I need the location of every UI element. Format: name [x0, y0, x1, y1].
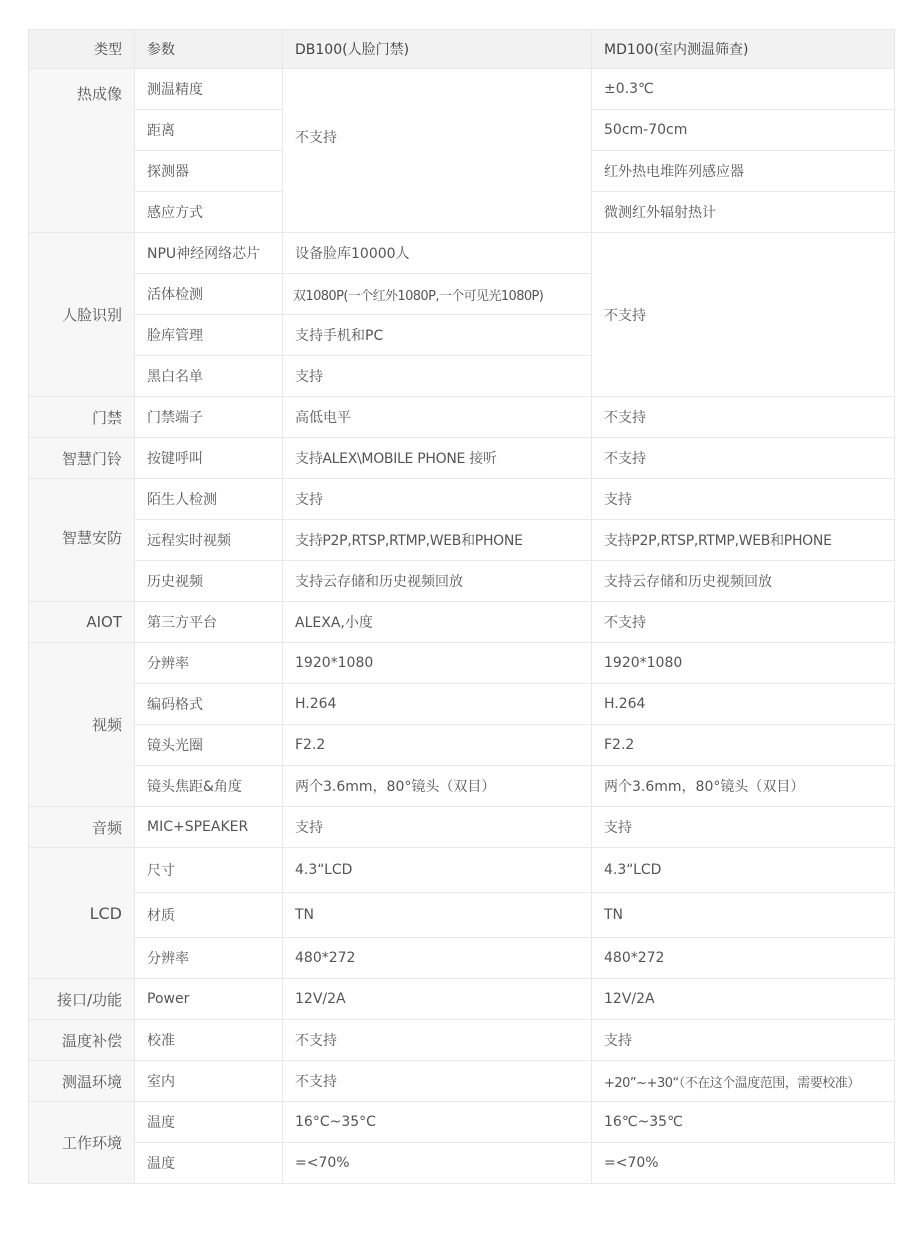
db100-cell: 双1080P(一个红外1080P,一个可见光1080P) — [283, 274, 592, 315]
md100-cell: 支持 — [592, 807, 895, 848]
db100-cell: ALEXA,小度 — [283, 602, 592, 643]
md100-cell: 50cm-70cm — [592, 110, 895, 151]
md100-cell: F2.2 — [592, 725, 895, 766]
md100-cell: 480*272 — [592, 938, 895, 979]
table-row — [29, 766, 895, 807]
md100-cell: 1920*1080 — [592, 643, 895, 684]
db100-cell: 支持手机和PC — [283, 315, 592, 356]
category-thermal: 热成像 — [29, 69, 135, 233]
param-cell: 分辨率 — [135, 643, 283, 684]
md100-cell: +20”~+30“（不在这个温度范围，需要校准） — [592, 1061, 895, 1102]
param-cell: 镜头光圈 — [135, 725, 283, 766]
category-audio: 音频 — [29, 807, 135, 848]
md100-cell: TN — [592, 893, 895, 938]
param-cell: 脸库管理 — [135, 315, 283, 356]
category-interface: 接口/功能 — [29, 979, 135, 1020]
param-cell: 校准 — [135, 1020, 283, 1061]
param-cell: 陌生人检测 — [135, 479, 283, 520]
param-cell: 尺寸 — [135, 848, 283, 893]
db100-cell: 12V/2A — [283, 979, 592, 1020]
param-cell: 温度 — [135, 1102, 283, 1143]
param-cell: 黑白名单 — [135, 356, 283, 397]
db100-cell: 支持云存储和历史视频回放 — [283, 561, 592, 602]
spec-comparison-table — [28, 29, 895, 1184]
category-doorbell: 智慧门铃 — [29, 438, 135, 479]
param-cell: 感应方式 — [135, 192, 283, 233]
db100-cell: 16°C~35°C — [283, 1102, 592, 1143]
param-cell: 第三方平台 — [135, 602, 283, 643]
category-tempcomp: 温度补偿 — [29, 1020, 135, 1061]
param-cell: 编码格式 — [135, 684, 283, 725]
table-row — [29, 397, 895, 438]
db100-cell: 设备脸库10000人 — [283, 233, 592, 274]
param-cell: 室内 — [135, 1061, 283, 1102]
db100-cell: 支持P2P,RTSP,RTMP,WEB和PHONE — [283, 520, 592, 561]
table-row — [29, 1061, 895, 1102]
param-cell: NPU神经网络芯片 — [135, 233, 283, 274]
db100-cell: 4.3“LCD — [283, 848, 592, 893]
category-measureenv: 测温环境 — [29, 1061, 135, 1102]
header-param: 参数 — [135, 30, 283, 69]
table-row — [29, 848, 895, 893]
md100-cell: H.264 — [592, 684, 895, 725]
db100-cell: =<70% — [283, 1143, 592, 1184]
table-row — [29, 520, 895, 561]
table-row — [29, 807, 895, 848]
header-db100: DB100(人脸门禁) — [283, 30, 592, 69]
md100-cell: 不支持 — [592, 438, 895, 479]
table-row — [29, 479, 895, 520]
category-workenv: 工作环境 — [29, 1102, 135, 1184]
db100-cell: 1920*1080 — [283, 643, 592, 684]
md100-cell: 不支持 — [592, 233, 895, 397]
md100-cell: =<70% — [592, 1143, 895, 1184]
param-cell: 门禁端子 — [135, 397, 283, 438]
md100-cell: 16℃~35℃ — [592, 1102, 895, 1143]
category-face: 人脸识别 — [29, 233, 135, 397]
db100-cell: 支持 — [283, 356, 592, 397]
db100-cell: 两个3.6mm，80°镜头（双目） — [283, 766, 592, 807]
table-row — [29, 1020, 895, 1061]
table-row — [29, 725, 895, 766]
param-cell: 温度 — [135, 1143, 283, 1184]
db100-cell: F2.2 — [283, 725, 592, 766]
table-row — [29, 438, 895, 479]
md100-cell: 4.3“LCD — [592, 848, 895, 893]
db100-cell: 支持 — [283, 479, 592, 520]
md100-cell: 两个3.6mm，80°镜头（双目） — [592, 766, 895, 807]
table-row — [29, 69, 895, 110]
md100-cell: 支持云存储和历史视频回放 — [592, 561, 895, 602]
table-row — [29, 938, 895, 979]
param-cell: 材质 — [135, 893, 283, 938]
param-cell: 镜头焦距&角度 — [135, 766, 283, 807]
md100-cell: 不支持 — [592, 397, 895, 438]
md100-cell: ±0.3℃ — [592, 69, 895, 110]
param-cell: 探测器 — [135, 151, 283, 192]
table-row — [29, 684, 895, 725]
param-cell: 按键呼叫 — [135, 438, 283, 479]
param-cell: 历史视频 — [135, 561, 283, 602]
param-cell: 活体检测 — [135, 274, 283, 315]
md100-cell: 支持 — [592, 479, 895, 520]
db100-cell: 高低电平 — [283, 397, 592, 438]
db100-cell: 不支持 — [283, 1061, 592, 1102]
param-cell: 远程实时视频 — [135, 520, 283, 561]
db100-cell: H.264 — [283, 684, 592, 725]
table-row — [29, 979, 895, 1020]
category-access: 门禁 — [29, 397, 135, 438]
db100-cell: 不支持 — [283, 69, 592, 233]
md100-cell: 12V/2A — [592, 979, 895, 1020]
db100-cell: 不支持 — [283, 1020, 592, 1061]
param-cell: MIC+SPEAKER — [135, 807, 283, 848]
db100-cell: 支持ALEX\MOBILE PHONE 接听 — [283, 438, 592, 479]
category-video: 视频 — [29, 643, 135, 807]
header-md100: MD100(室内测温筛查) — [592, 30, 895, 69]
db100-cell: TN — [283, 893, 592, 938]
param-cell: Power — [135, 979, 283, 1020]
category-lcd: LCD — [29, 848, 135, 979]
md100-cell: 支持 — [592, 1020, 895, 1061]
header-row — [29, 30, 895, 69]
table-row — [29, 602, 895, 643]
table-row — [29, 233, 895, 274]
db100-cell: 支持 — [283, 807, 592, 848]
header-category: 类型 — [29, 30, 135, 69]
category-aiot: AIOT — [29, 602, 135, 643]
param-cell: 测温精度 — [135, 69, 283, 110]
table-row — [29, 1143, 895, 1184]
table-row — [29, 643, 895, 684]
category-security: 智慧安防 — [29, 479, 135, 602]
db100-cell: 480*272 — [283, 938, 592, 979]
param-cell: 距离 — [135, 110, 283, 151]
table-row — [29, 1102, 895, 1143]
md100-cell: 微测红外辐射热计 — [592, 192, 895, 233]
table-row — [29, 561, 895, 602]
md100-cell: 红外热电堆阵列感应器 — [592, 151, 895, 192]
param-cell: 分辨率 — [135, 938, 283, 979]
md100-cell: 不支持 — [592, 602, 895, 643]
md100-cell: 支持P2P,RTSP,RTMP,WEB和PHONE — [592, 520, 895, 561]
table-row — [29, 893, 895, 938]
